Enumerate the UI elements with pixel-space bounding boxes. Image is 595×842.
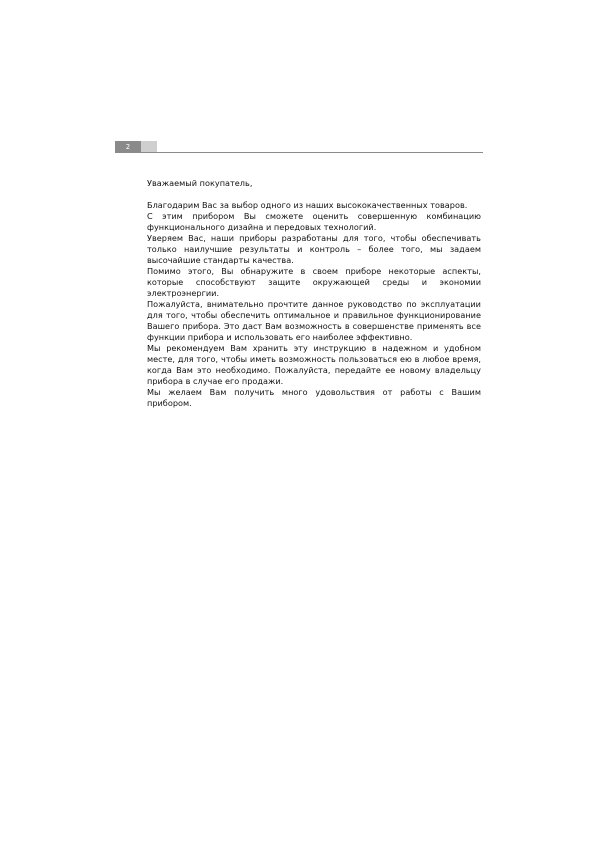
paragraph-wishes: Мы желаем Вам получить много удовольствия от работы с Вашим прибором. bbox=[147, 387, 481, 408]
paragraph-read-manual: Пожалуйста, внимательно прочтите данное руководство по эксплуатации для того, чтобы обеспечить оптимальное и правильное функционирование Вашего прибора. Это даст Вам возможность в совершенстве применять все функции прибора и использовать его наиболее эффективно. bbox=[147, 299, 481, 342]
paragraph-quality: Уверяем Вас, наши приборы разработаны для того, чтобы обеспечивать только наилучшие результаты и контроль – более того, мы задаем высочайшие стандарты качества. bbox=[147, 233, 481, 265]
page-number: 2 bbox=[115, 141, 141, 153]
letter-content bbox=[147, 178, 481, 409]
header-rule bbox=[115, 152, 483, 153]
page-header bbox=[115, 141, 483, 153]
paragraph-keep-manual: Мы рекомендуем Вам хранить эту инструкцию в надежном и удобном месте, для того, чтобы иметь возможность пользоваться ею в любое время, когда Вам это необходимо. Пожалуйста, передайте ее новому владельцу прибора в случае его продажи. bbox=[147, 343, 481, 386]
letter-body bbox=[147, 200, 481, 409]
paragraph-design: С этим прибором Вы сможете оценить совершенную комбинацию функционального дизайна и передовых технологий. bbox=[147, 211, 481, 232]
paragraph-environment: Помимо этого, Вы обнаружите в своем приборе некоторые аспекты, которые способствуют защите окружающей среды и экономии электроэнергии. bbox=[147, 266, 481, 298]
greeting: Уважаемый покупатель, bbox=[147, 178, 253, 188]
paragraph-thanks: Благодарим Вас за выбор одного из наших высококачественных товаров. bbox=[147, 200, 468, 210]
